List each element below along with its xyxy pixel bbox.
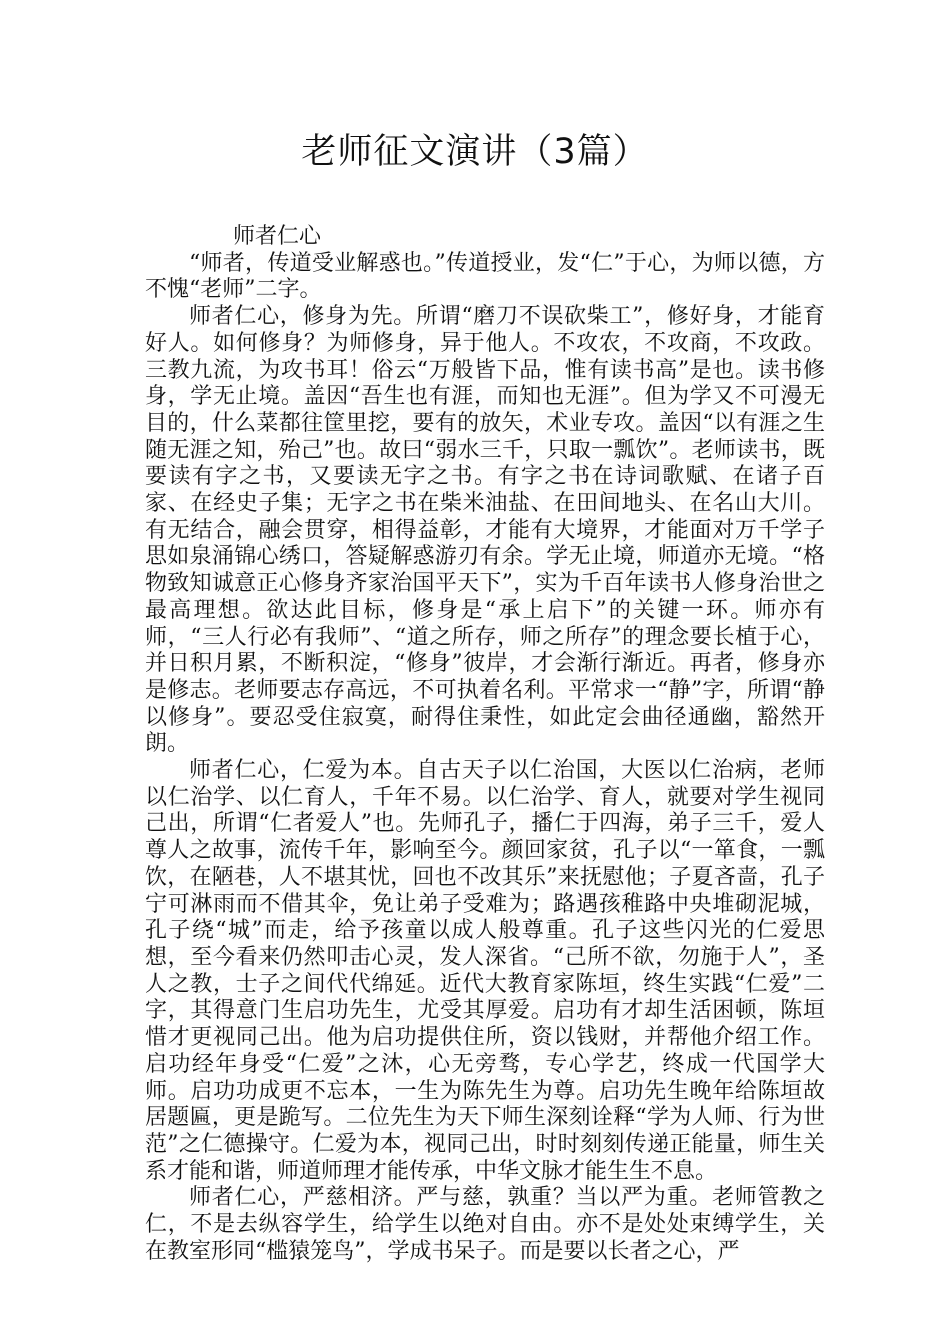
section-heading: 师者仁心 xyxy=(233,224,322,249)
document-body xyxy=(145,224,825,1265)
document-title: 老师征文演讲（3篇） xyxy=(301,132,649,172)
paragraph-3: 师者仁心，仁爱为本。自古天子以仁治国，大医以仁治病，老师以仁治学、以仁育人，千年不易。以仁治学、育人，就要对学生视同己出，所谓“仁者爱人”也。先师孔子，播仁于四海，弟子三千，爱人尊人之故事，流传千年，影响至今。颜回家贫，孔子以“一箪食，一瓢饮，在陋巷，人不堪其忧，回也不改其乐”来抚慰他；子夏吝啬，孔子宁可淋雨而不借其伞，免让弟子受难为；路遇孩稚路中央堆砌泥城，孔子绕“城”而走，给予孩童以成人般尊重。孔子这些闪光的仁爱思想，至今看来仍然叩击心灵，发人深省。“己所不欲，勿施于人”，圣人之教，士子之间代代绵延。近代大教育家陈垣，终生实践“仁爱”二字，其得意门生启功先生，尤受其厚爱。启功有才却生活困顿，陈垣惜才更视同己出。他为启功提供住所，资以钱财，并帮他介绍工作。启功经年身受“仁爱”之沐，心无旁骛，专心学艺，终成一代国学大师。启功功成更不忘本，一生为陈先生为尊。启功先生晚年给陈垣故居题匾，更是跪写。二位先生为天下师生深刻诠释“学为人师、行为世范”之仁德操守。仁爱为本，视同己出，时时刻刻传递正能量，师生关系才能和谐，师道师理才能传承，中华文脉才能生生不息。 xyxy=(145,758,825,1184)
paragraph-2: 师者仁心，修身为先。所谓“磨刀不误砍柴工”，修好身，才能育好人。如何修身？为师修身，异于他人。不攻农，不攻商，不攻政。三教九流，为攻书耳！俗云“万般皆下品，惟有读书高”是也。读书修身，学无止境。盖因“吾生也有涯，而知也无涯”。但为学又不可漫无目的，什么菜都往筐里挖，要有的放矢，术业专攻。盖因“以有涯之生随无涯之知，殆己”也。故曰“弱水三千，只取一瓢饮”。老师读书，既要读有字之书，又要读无字之书。有字之书在诗词歌赋、在诸子百家、在经史子集；无字之书在柴米油盐、在田间地头、在名山大川。有无结合，融会贯穿，相得益彰，才能有大境界，才能面对万千学子思如泉涌锦心绣口，答疑解惑游刃有余。学无止境，师道亦无境。“格物致知诚意正心修身齐家治国平天下”，实为千百年读书人修身治世之最高理想。欲达此目标，修身是“承上启下”的关键一环。师亦有师，“三人行必有我师”、“道之所存，师之所存”的理念要长植于心，并日积月累，不断积淀，“修身”彼岸，才会渐行渐近。再者，修身亦是修志。老师要志存高远，不可执着名利。平常求一“静”字，所谓“静以修身”。要忍受住寂寞，耐得住秉性，如此定会曲径通幽，豁然开朗。 xyxy=(145,304,825,757)
paragraph-1: “师者，传道受业解惑也。”传道授业，发“仁”于心，为师以德，方不愧“老师”二字。 xyxy=(145,250,825,303)
paragraph-4: 师者仁心，严慈相济。严与慈，孰重？当以严为重。老师管教之仁，不是去纵容学生，给学生以绝对自由。亦不是处处束缚学生，关在教室形同“槛猿笼鸟”，学成书呆子。而是要以长者之心，严 xyxy=(145,1185,825,1264)
